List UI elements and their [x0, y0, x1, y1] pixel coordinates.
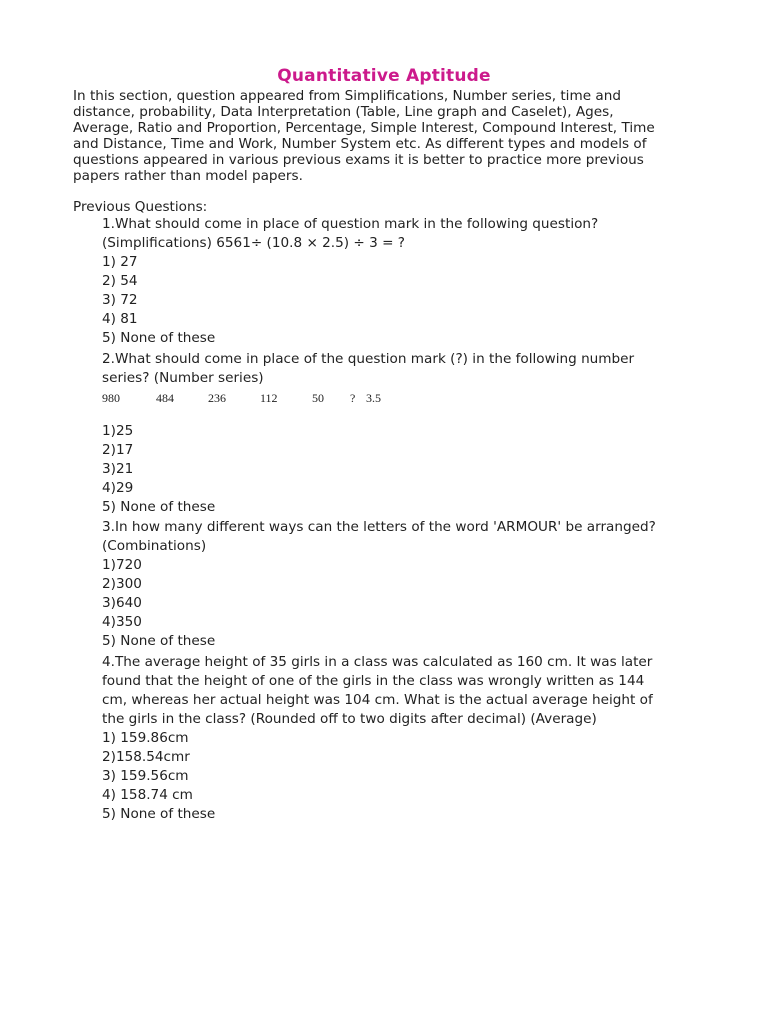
series-term: 3.5: [366, 391, 381, 405]
question-1-option: 3) 72: [102, 292, 138, 308]
question-1-option: 5) None of these: [102, 330, 216, 346]
question-2-text: 2.What should come in place of the question mark (?) in the following number: [102, 351, 635, 367]
question-3-option: 1)720: [102, 557, 142, 573]
question-3-option: 2)300: [102, 576, 142, 592]
question-3-option: 5) None of these: [102, 633, 216, 649]
question-2-text: series? (Number series): [102, 370, 264, 386]
intro-line: distance, probability, Data Interpretation (Table, Line graph and Caselet), Ages,: [73, 104, 614, 120]
question-2-options: [102, 422, 712, 517]
question-4-option: 2)158.54cmr: [102, 749, 190, 765]
number-series: [102, 391, 381, 405]
intro-line: questions appeared in various previous exams it is better to practice more previous: [73, 152, 644, 168]
question-3-option: 3)640: [102, 595, 142, 611]
question-4-text: 4.The average height of 35 girls in a class was calculated as 160 cm. It was later: [102, 654, 653, 670]
question-3-option: 4)350: [102, 614, 142, 630]
question-1-option: 1) 27: [102, 254, 138, 270]
intro-paragraph: [73, 88, 703, 184]
series-term: 112: [260, 391, 278, 405]
question-4: [102, 653, 712, 824]
intro-line: and Distance, Time and Work, Number System etc. As different types and models of: [73, 136, 647, 152]
series-term: 236: [208, 391, 226, 405]
intro-line: Average, Ratio and Proportion, Percentage, Simple Interest, Compound Interest, Time: [73, 120, 655, 136]
series-term: 484: [156, 391, 174, 405]
series-term: 50: [312, 391, 324, 405]
question-3: [102, 518, 712, 651]
question-1-option: 4) 81: [102, 311, 138, 327]
question-3-text: 3.In how many different ways can the letters of the word 'ARMOUR' be arranged?: [102, 519, 656, 535]
question-4-text: found that the height of one of the girls in the class was wrongly written as 144: [102, 673, 645, 689]
previous-questions-heading: Previous Questions:: [73, 199, 208, 215]
question-4-option: 5) None of these: [102, 806, 216, 822]
question-4-text: the girls in the class? (Rounded off to two digits after decimal) (Average): [102, 711, 597, 727]
question-1-text: (Simplifications) 6561÷ (10.8 × 2.5) ÷ 3 = ?: [102, 235, 406, 251]
question-1-text: 1.What should come in place of question mark in the following question?: [102, 216, 599, 232]
question-4-text: cm, whereas her actual height was 104 cm. What is the actual average height of: [102, 692, 653, 708]
question-1: [102, 215, 712, 348]
intro-line: papers rather than model papers.: [73, 168, 303, 184]
question-3-text: (Combinations): [102, 538, 207, 554]
question-4-option: 1) 159.86cm: [102, 730, 189, 746]
page-title: Quantitative Aptitude: [277, 66, 491, 86]
question-2-option: 4)29: [102, 480, 134, 496]
question-2-option: 3)21: [102, 461, 134, 477]
question-2-option: 1)25: [102, 423, 134, 439]
question-2-option: 5) None of these: [102, 499, 216, 515]
series-term: 980: [102, 391, 120, 405]
question-4-option: 3) 159.56cm: [102, 768, 189, 784]
question-2: [102, 350, 712, 388]
question-4-option: 4) 158.74 cm: [102, 787, 193, 803]
series-term: ?: [350, 391, 356, 405]
question-1-option: 2) 54: [102, 273, 138, 289]
question-2-option: 2)17: [102, 442, 134, 458]
intro-line: In this section, question appeared from Simplifications, Number series, time and: [73, 88, 621, 104]
